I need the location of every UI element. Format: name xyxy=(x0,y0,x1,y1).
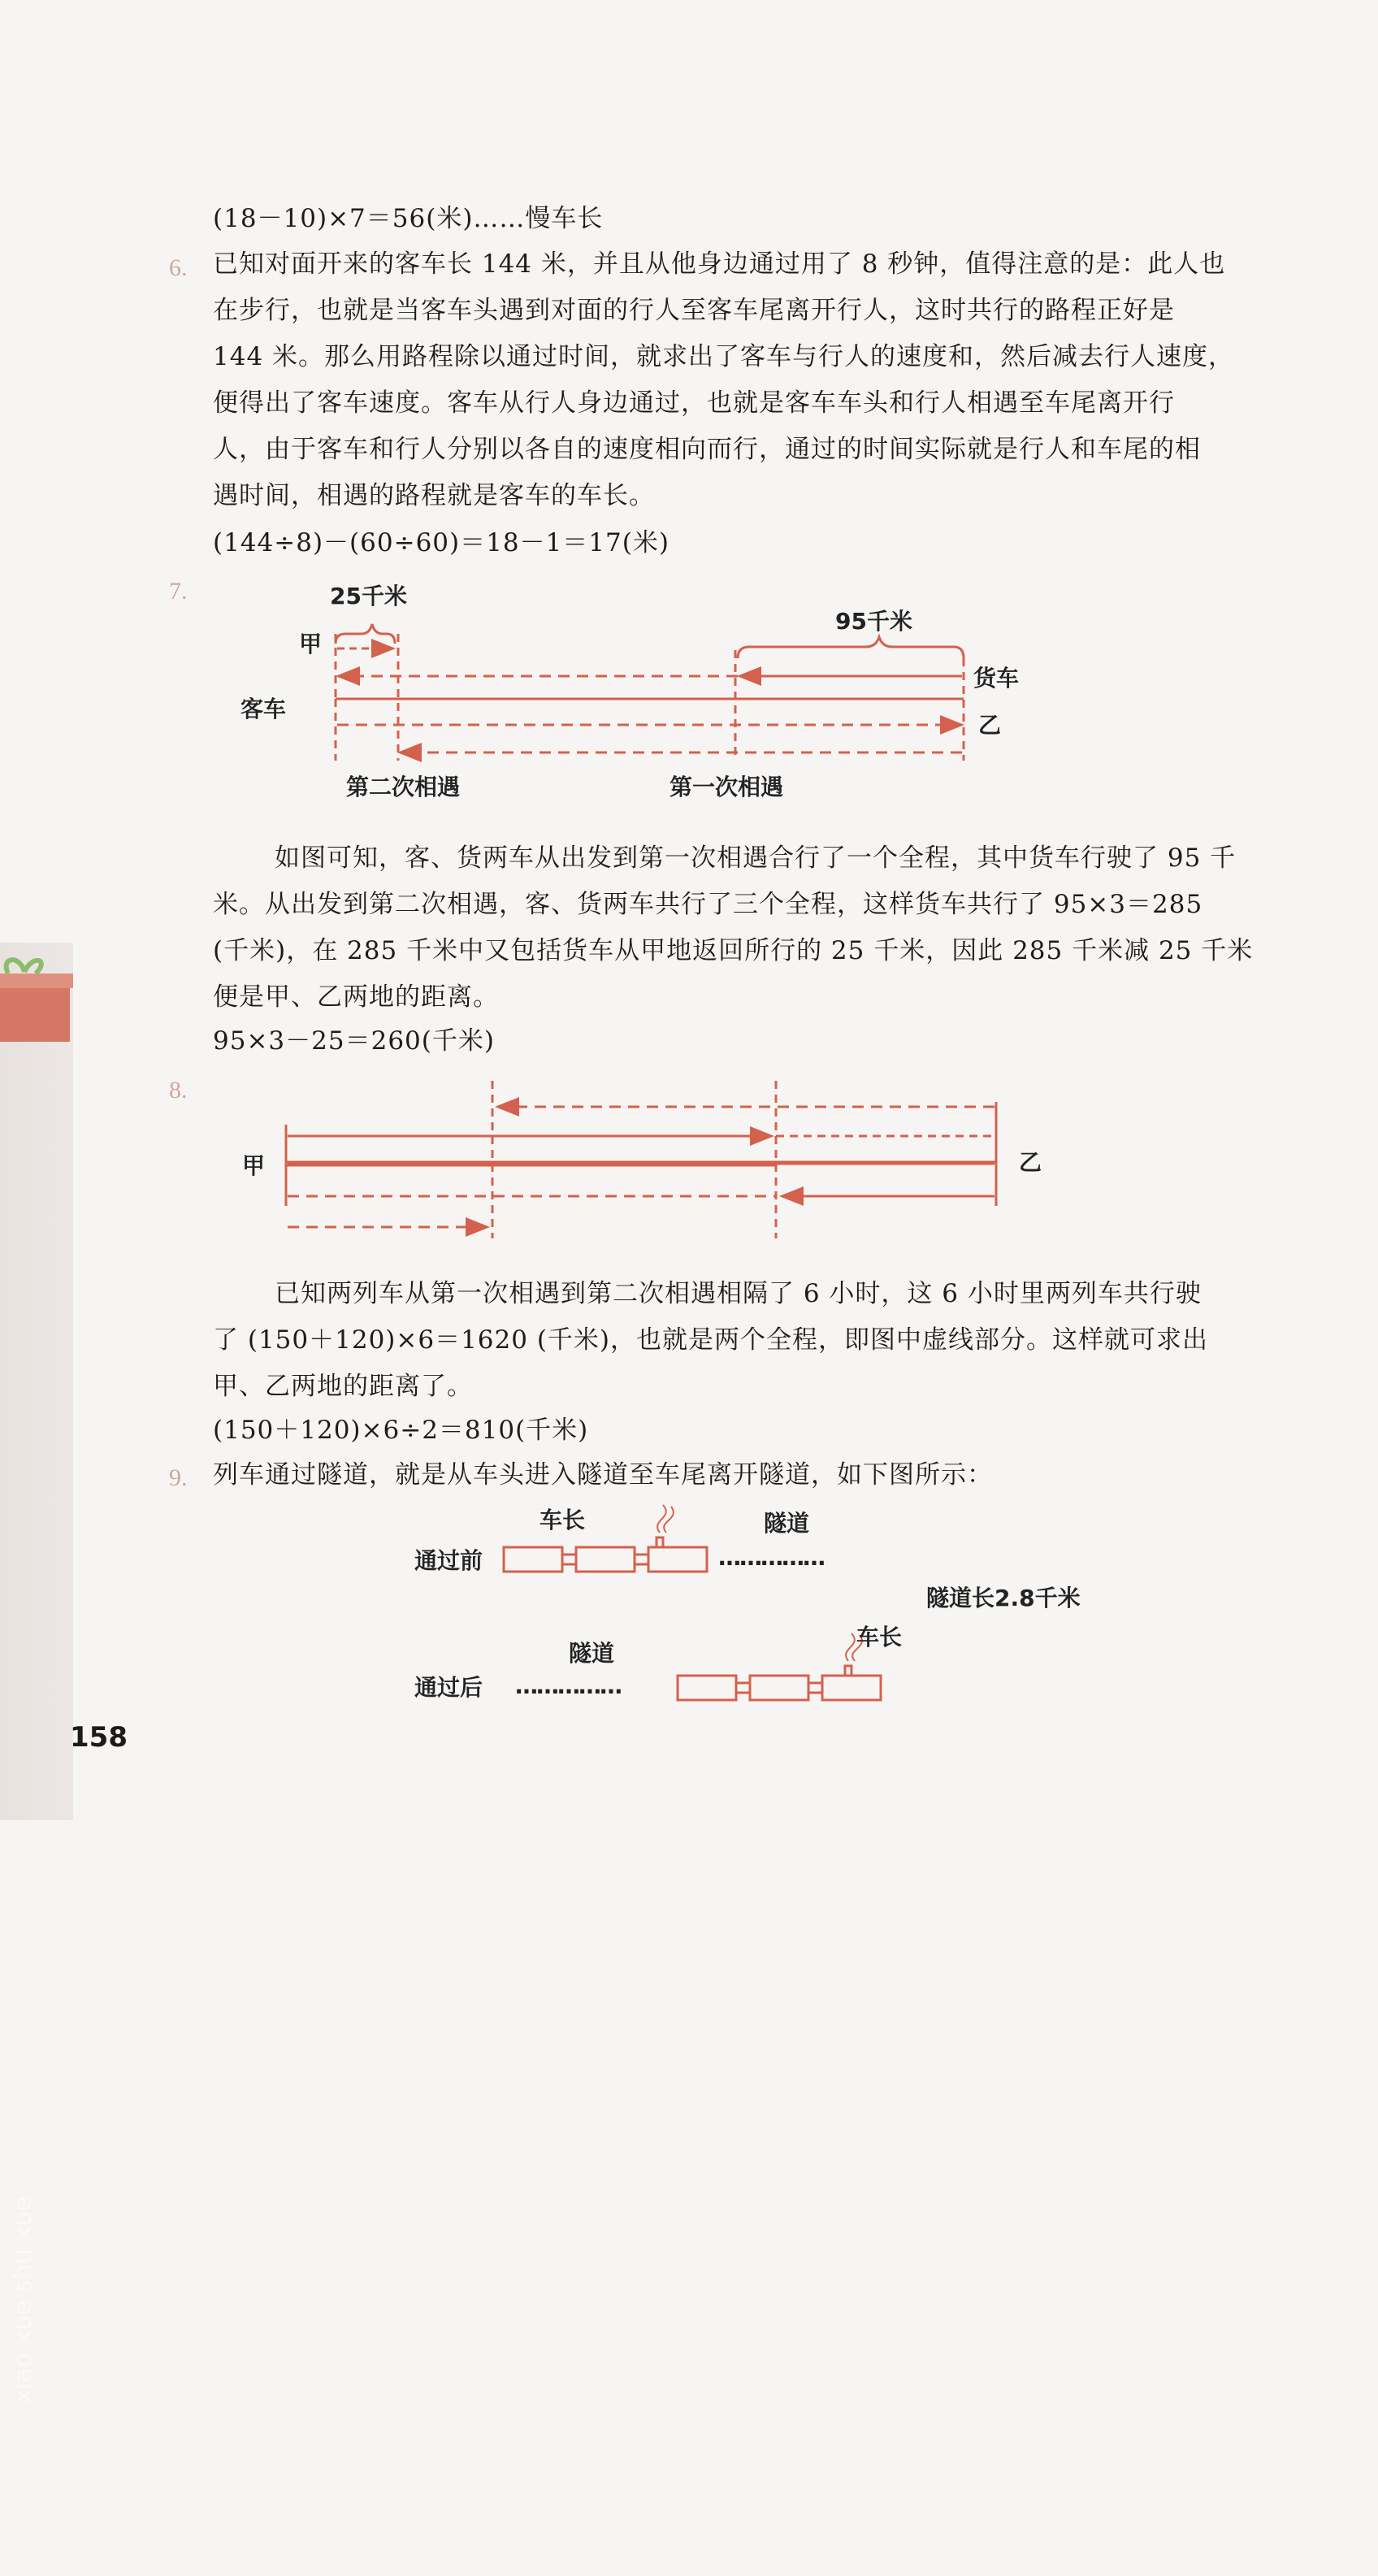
p6-line-5: 人，由于客车和行人分别以各自的速度相向而行，通过的时间实际就是行人和车尾的相 xyxy=(213,435,1201,464)
item-number-9: 9. xyxy=(169,1464,188,1491)
p7-line-3: (千米)，在 285 千米中又包括货车从甲地返回所行的 25 千米，因此 285 千米减 25 千米 xyxy=(213,936,1254,965)
p6-formula: (144÷8)－(60÷60)＝18－1＝17(米) xyxy=(213,528,670,557)
label-second-meet: 第二次相遇 xyxy=(346,774,461,800)
train-before xyxy=(504,1505,707,1572)
p6-line-4: 便得出了客车速度。客车从行人身边通过，也就是客车车头和行人相遇至车尾离开行 xyxy=(213,388,1175,418)
tunnel-dots-after: …………… xyxy=(515,1672,621,1699)
label-tunnel-before: 隧道 xyxy=(764,1510,810,1537)
page-number: 158 xyxy=(70,1721,128,1754)
label-car-length-before: 车长 xyxy=(540,1507,586,1533)
side-tab-text: xiao xue shu xue xyxy=(9,2196,37,2404)
p7-line-2: 米。从出发到第二次相遇，客、货两车共行了三个全程，这样货车共行了 95×3＝285 xyxy=(213,890,1203,919)
label-yi-7: 乙 xyxy=(978,712,1002,739)
label-tunnel-length: 隧道长2.8千米 xyxy=(926,1585,1081,1611)
label-tunnel-after: 隧道 xyxy=(569,1640,615,1667)
p8-formula: (150＋120)×6÷2＝810(千米) xyxy=(213,1416,589,1445)
p7-formula: 95×3－25＝260(千米) xyxy=(213,1026,495,1056)
label-first-meet: 第一次相遇 xyxy=(670,774,784,800)
label-car-length-after: 车长 xyxy=(856,1624,903,1650)
train-after xyxy=(678,1633,881,1700)
item-number-7: 7. xyxy=(169,578,188,605)
p6-line-3: 144 米。那么用路程除以通过时间，就求出了客车与行人的速度和，然后减去行人速度， xyxy=(213,342,1235,371)
label-after: 通过后 xyxy=(414,1674,483,1701)
p6-line-6: 遇时间，相遇的路程就是客车的车长。 xyxy=(213,481,655,510)
item-number-8: 8. xyxy=(169,1077,188,1104)
p9-line-1: 列车通过隧道，就是从车头进入隧道至车尾离开隧道，如下图所示： xyxy=(213,1460,993,1490)
p8-line-2: 了 (150＋120)×6＝1620 (千米)，也就是两个全程，即图中虚线部分。这样就可求出 xyxy=(213,1325,1209,1355)
label-95km: 95千米 xyxy=(835,608,912,635)
tunnel-dots-before: …………… xyxy=(718,1544,824,1571)
p8-line-3: 甲、乙两地的距离了。 xyxy=(213,1372,473,1401)
item-number-6: 6. xyxy=(169,254,188,281)
p6-line-1: 已知对面开来的客车长 144 米，并且从他身边通过用了 8 秒钟，值得注意的是：此人也 xyxy=(213,249,1226,279)
p5-formula: (18－10)×7＝56(米)……慢车长 xyxy=(213,204,604,233)
p7-line-1: 如图可知，客、货两车从出发到第一次相遇合行了一个全程，其中货车行驶了 95 千 xyxy=(275,843,1237,873)
label-bus: 客车 xyxy=(240,696,287,722)
p7-line-4: 便是甲、乙两地的距离。 xyxy=(213,982,499,1012)
label-before: 通过前 xyxy=(414,1547,483,1574)
label-jia-7: 甲 xyxy=(299,631,323,657)
label-yi-8: 乙 xyxy=(1019,1149,1042,1176)
label-truck: 货车 xyxy=(973,665,1020,692)
label-25km: 25千米 xyxy=(330,583,407,609)
p8-line-1: 已知两列车从第一次相遇到第二次相遇相隔了 6 小时，这 6 小时里两列车共行驶 xyxy=(275,1279,1202,1308)
p6-line-2: 在步行，也就是当客车头遇到对面的行人至客车尾离开行人，这时共行的路程正好是 xyxy=(213,296,1175,325)
label-jia-8: 甲 xyxy=(242,1152,266,1179)
